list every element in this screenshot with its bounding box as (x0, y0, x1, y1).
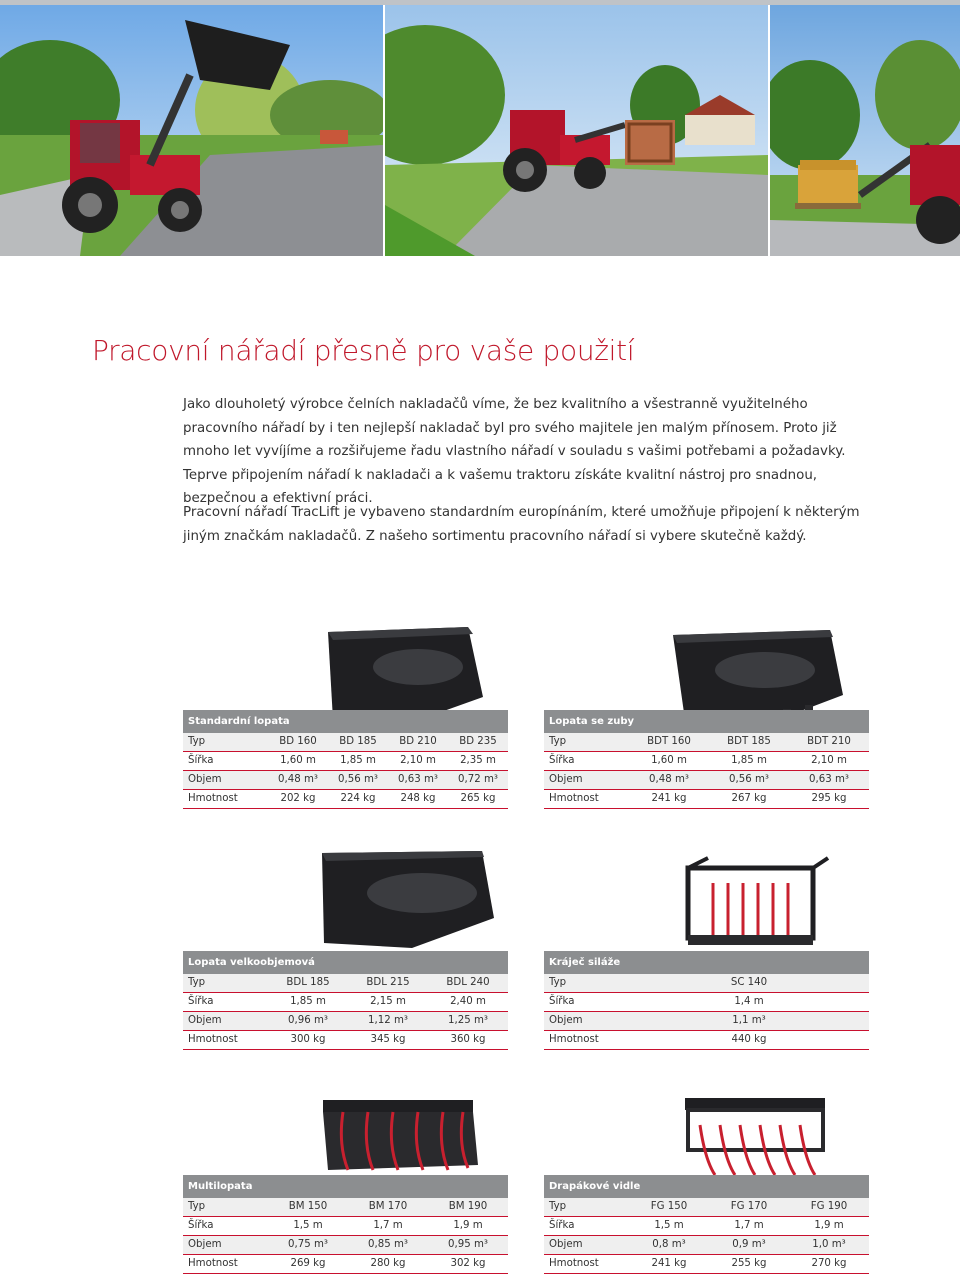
grab-fork-image (680, 1090, 840, 1178)
multi-bucket-image (318, 1090, 486, 1178)
cell: 1,5 m (654, 1220, 684, 1231)
tractor-loader-bucket-photo (0, 5, 383, 256)
cell: 1,12 m³ (368, 1015, 408, 1026)
row-label: Šířka (188, 996, 214, 1007)
row-label: Hmotnost (188, 1258, 238, 1269)
cell: 269 kg (290, 1258, 326, 1269)
cell: 0,9 m³ (732, 1239, 766, 1250)
cell: 2,35 m (460, 755, 496, 766)
cell: 440 kg (731, 1034, 767, 1045)
cell: BDL 185 (286, 977, 330, 988)
cell: 0,75 m³ (288, 1239, 328, 1250)
row-label: Typ (549, 736, 567, 747)
cell: 1,60 m (651, 755, 687, 766)
cell: 1,9 m (453, 1220, 483, 1231)
cell: 1,5 m (293, 1220, 323, 1231)
spec-table-multi-bucket (183, 1175, 508, 1274)
cell: 1,1 m³ (732, 1015, 766, 1026)
spec-row-type (183, 1198, 508, 1217)
spec-table-standard-bucket (183, 710, 508, 809)
cell: 1,85 m (731, 755, 767, 766)
cell: FG 170 (730, 1201, 768, 1212)
spec-row-type (544, 1198, 869, 1217)
row-label: Typ (188, 1201, 206, 1212)
cell: 0,56 m³ (338, 774, 378, 785)
spec-row-width (183, 1217, 508, 1236)
row-label: Hmotnost (549, 1034, 599, 1045)
cell: SC 140 (730, 977, 768, 988)
row-label: Objem (188, 774, 222, 785)
cell: 0,96 m³ (288, 1015, 328, 1026)
cell: 0,85 m³ (368, 1239, 408, 1250)
row-label: Hmotnost (188, 1034, 238, 1045)
cell: 0,8 m³ (652, 1239, 686, 1250)
spec-table-silage-cutter (544, 951, 869, 1050)
cell: 241 kg (651, 793, 687, 804)
cell: FG 190 (810, 1201, 848, 1212)
intro-paragraph: Jako dlouholetý výrobce čelních nakladačů víme, že bez kvalitního a všestranně využitelného pracovního nářadí by i ten nejlepší nakladač byl pro svého majitele jen malým přínosem. Proto již mnoho let vyvíjíme a rozšiřujeme řadu vlastního nářadí v souladu s vašimi potřebami a požadavky. Teprve připojením nářadí k nakladači a k vašemu traktoru získáte kvalitní nástroj pro snadnou, bezpečnou a efektivní práci. (183, 397, 846, 506)
cell: BM 190 (448, 1201, 488, 1212)
cell: 2,15 m (370, 996, 406, 1007)
spec-row-volume (183, 771, 508, 790)
spec-row-volume (183, 1012, 508, 1031)
row-label: Typ (188, 736, 206, 747)
spec-table-high-volume-bucket (183, 951, 508, 1050)
cell: 2,10 m (811, 755, 847, 766)
cell: 1,25 m³ (448, 1015, 488, 1026)
cell: 0,56 m³ (729, 774, 769, 785)
cell: 1,85 m (290, 996, 326, 1007)
spec-row-type (183, 974, 508, 993)
row-label: Objem (549, 1015, 583, 1026)
row-label: Hmotnost (549, 793, 599, 804)
cell: 2,10 m (400, 755, 436, 766)
tractor-potato-crate-photo (770, 5, 960, 256)
spec-row-weight (183, 1255, 508, 1274)
cell: 1,4 m (734, 996, 764, 1007)
cell: 302 kg (450, 1258, 486, 1269)
row-label: Objem (549, 1239, 583, 1250)
cell: 1,9 m (814, 1220, 844, 1231)
row-label: Hmotnost (188, 793, 238, 804)
cell: 295 kg (811, 793, 847, 804)
spec-row-width (544, 993, 869, 1012)
cell: BDT 210 (807, 736, 851, 747)
row-label: Šířka (188, 755, 214, 766)
spec-row-weight (544, 1255, 869, 1274)
spec-row-volume (544, 1012, 869, 1031)
spec-table-title: Multilopata (183, 1175, 508, 1198)
spec-table-toothed-bucket (544, 710, 869, 809)
cell: 265 kg (460, 793, 496, 804)
row-label: Objem (188, 1239, 222, 1250)
cell: BD 235 (459, 736, 497, 747)
cell: 0,72 m³ (458, 774, 498, 785)
spec-row-width (183, 752, 508, 771)
cell: 0,63 m³ (398, 774, 438, 785)
page-title: Pracovní nářadí přesně pro vaše použití (92, 334, 635, 367)
tractor-pallet-fork-photo (385, 5, 768, 256)
cell: BDL 240 (446, 977, 490, 988)
spec-row-weight (183, 790, 508, 809)
cell: 300 kg (290, 1034, 326, 1045)
cell: 0,95 m³ (448, 1239, 488, 1250)
cell: BM 150 (288, 1201, 328, 1212)
cell: 0,63 m³ (809, 774, 849, 785)
row-label: Šířka (188, 1220, 214, 1231)
spec-row-volume (544, 771, 869, 790)
spec-table-title: Standardní lopata (183, 710, 508, 733)
cell: BDL 215 (366, 977, 410, 988)
cell: 345 kg (370, 1034, 406, 1045)
cell: FG 150 (650, 1201, 688, 1212)
cell: 1,0 m³ (812, 1239, 846, 1250)
spec-table-title: Lopata velkoobjemová (183, 951, 508, 974)
high-volume-bucket-image (312, 843, 500, 953)
cell: 270 kg (811, 1258, 847, 1269)
row-label: Objem (188, 1015, 222, 1026)
row-label: Šířka (549, 755, 575, 766)
row-label: Hmotnost (549, 1258, 599, 1269)
cell: 202 kg (280, 793, 316, 804)
cell: 255 kg (731, 1258, 767, 1269)
spec-row-weight (544, 790, 869, 809)
cell: BM 170 (368, 1201, 408, 1212)
cell: 1,85 m (340, 755, 376, 766)
spec-table-title: Drapákové vidle (544, 1175, 869, 1198)
cell: 2,40 m (450, 996, 486, 1007)
spec-row-volume (183, 1236, 508, 1255)
cell: 280 kg (370, 1258, 406, 1269)
spec-row-type (544, 974, 869, 993)
cell: BD 210 (399, 736, 437, 747)
row-label: Typ (549, 1201, 567, 1212)
cell: 241 kg (651, 1258, 687, 1269)
compatibility-paragraph: Pracovní nářadí TracLift je vybaveno standardním europínáním, které umožňuje připojení k některým jiným značkám nakladačů. Z našeho sortimentu pracovního nářadí si vybere skutečně každý. (183, 505, 860, 544)
spec-row-width (544, 752, 869, 771)
cell: 0,48 m³ (649, 774, 689, 785)
spec-table-title: Kráječ siláže (544, 951, 869, 974)
spec-row-weight (544, 1031, 869, 1050)
cell: BD 160 (279, 736, 317, 747)
spec-row-weight (183, 1031, 508, 1050)
spec-row-type (183, 733, 508, 752)
spec-row-width (544, 1217, 869, 1236)
cell: 0,48 m³ (278, 774, 318, 785)
row-label: Šířka (549, 996, 575, 1007)
cell: 248 kg (400, 793, 436, 804)
row-label: Objem (549, 774, 583, 785)
row-label: Typ (549, 977, 567, 988)
cell: 1,7 m (734, 1220, 764, 1231)
spec-row-type (544, 733, 869, 752)
cell: BD 185 (339, 736, 377, 747)
cell: BDT 160 (647, 736, 691, 747)
row-label: Typ (188, 977, 206, 988)
cell: 1,7 m (373, 1220, 403, 1231)
cell: 1,60 m (280, 755, 316, 766)
silage-cutter-image (683, 853, 833, 953)
spec-row-width (183, 993, 508, 1012)
cell: 267 kg (731, 793, 767, 804)
row-label: Šířka (549, 1220, 575, 1231)
spec-row-volume (544, 1236, 869, 1255)
cell: 360 kg (450, 1034, 486, 1045)
cell: BDT 185 (727, 736, 771, 747)
spec-table-title: Lopata se zuby (544, 710, 869, 733)
spec-table-grab-fork (544, 1175, 869, 1274)
cell: 224 kg (340, 793, 376, 804)
